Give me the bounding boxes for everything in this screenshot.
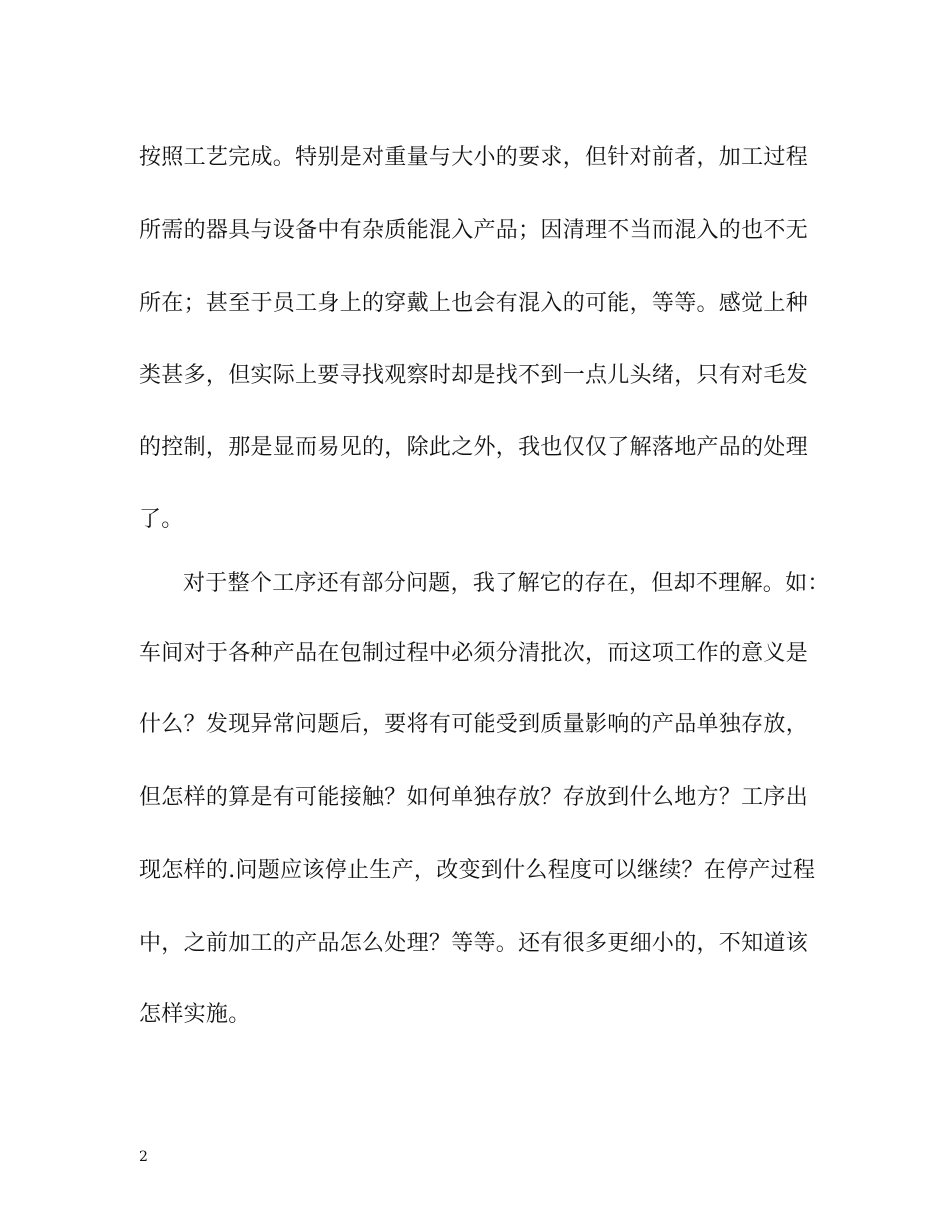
text-line: 中，之前加工的产品怎么处理？等等。还有很多更细小的，不知道该 bbox=[139, 931, 809, 956]
text-line: 所在；甚至于员工身上的穿戴上也会有混入的可能，等等。感觉上种 bbox=[139, 291, 809, 316]
page-number: 2 bbox=[139, 1149, 148, 1165]
text-line: 的控制，那是显而易见的，除此之外，我也仅仅了解落地产品的处理 bbox=[139, 435, 809, 460]
text-line: 了。 bbox=[139, 507, 184, 532]
text-line: 但怎样的算是有可能接触？如何单独存放？存放到什么地方？工序出 bbox=[139, 785, 809, 810]
text-line: 类甚多，但实际上要寻找观察时却是找不到一点儿头绪，只有对毛发 bbox=[139, 363, 809, 388]
text-line: 什么？发现异常问题后，要将有可能受到质量影响的产品单独存放， bbox=[139, 712, 809, 737]
text-line: 按照工艺完成。特别是对重量与大小的要求，但针对前者，加工过程 bbox=[139, 145, 809, 170]
text-line: 车间对于各种产品在包制过程中必须分清批次，而这项工作的意义是 bbox=[139, 641, 809, 666]
text-line: 现怎样的.问题应该停止生产，改变到什么程度可以继续？在停产过程 bbox=[139, 858, 816, 883]
text-line: 所需的器具与设备中有杂质能混入产品；因清理不当而混入的也不无 bbox=[139, 218, 809, 243]
text-line: 怎样实施。 bbox=[139, 1002, 251, 1027]
paragraph-first-line: 对于整个工序还有部分问题，我了解它的存在，但却不理解。如： bbox=[183, 571, 830, 596]
